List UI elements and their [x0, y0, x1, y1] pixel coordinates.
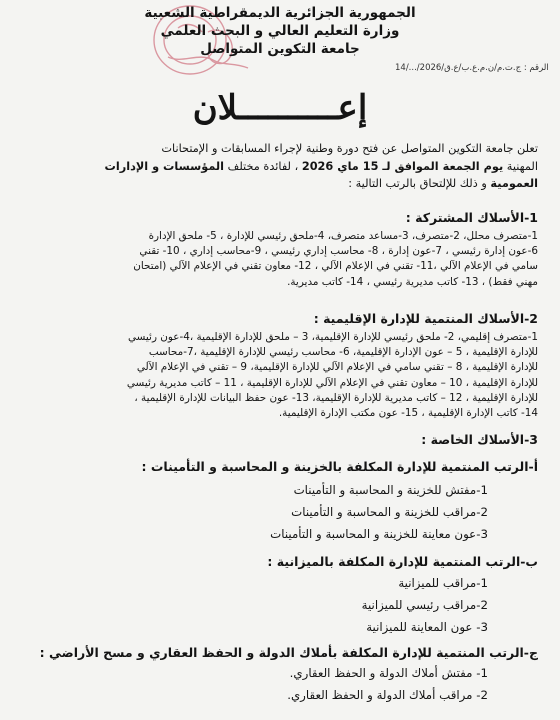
- section-2-line: للإدارة الإقليمية ، 5 – عون الإدارة الإقليمية، 6- محاسب رئيسي للإدارة الإقليمية ،7-محاسب: [148, 346, 538, 359]
- section-1-body: [18, 229, 538, 290]
- list-item: 1-مفتش للخزينة و المحاسبة و التأمينات: [293, 483, 488, 497]
- section-2-line: للإدارة الإقليمية ، 10 – معاون تقني في الإعلام الآلي للإدارة الإقليمية ، 11 – كاتب مديرية رئيسي: [126, 376, 538, 389]
- section-2-title: 2-الأسلاك المنتمية للإدارة الإقليمية :: [313, 311, 538, 326]
- list-item: 2-مراقب رئيسي للميزانية: [361, 598, 488, 612]
- header-university: جامعة التكوين المتواصل: [200, 41, 360, 57]
- section-1-line: 1-متصرف محلل، 2-متصرف، 3-مساعد متصرف، 4-ملحق رئيسي للإدارة ، 5- ملحق الإدارة: [148, 230, 538, 242]
- header-republic: الجمهورية الجزائرية الديمقراطية الشعبية: [144, 5, 416, 21]
- section-3-title: 3-الأسلاك الخاصة :: [421, 432, 538, 447]
- list-item: 3- عون المعاينة للميزانية: [366, 620, 488, 634]
- reference-value: 14/.../ج.ت.م/ن.م.ع.ب/ع.ق/2026: [395, 63, 522, 73]
- intro-public: العمومية: [490, 177, 538, 190]
- subsection-b-title: ب-الرتب المنتمية للإدارة المكلفة بالميزانية :: [267, 554, 538, 569]
- section-2-line: 1-متصرف إقليمي، 2- ملحق رئيسي للإدارة الإقليمية، 3 – ملحق للإدارة الإقليمية ،4-عون رئيسي: [127, 331, 538, 343]
- section-2-line: للإدارة الإقليمية ، 8 – تقني سامي في الإعلام الآلي للإدارة الإقليمية، 9 – تقني في الإعلام الآلي: [136, 361, 538, 374]
- list-item: 2- مراقب أملاك الدولة و الحفظ العقاري.: [287, 688, 488, 702]
- reference-number: [395, 63, 549, 73]
- intro-line-2-mid: ، لفائدة مختلف: [224, 159, 302, 173]
- exam-date: يوم الجمعة الموافق لـ 15 ماي 2026: [301, 159, 504, 173]
- intro-line-2: [18, 158, 538, 176]
- intro-line-2-start: المهنية: [503, 159, 538, 173]
- section-1-title: 1-الأسلاك المشتركة :: [405, 210, 538, 225]
- section-1-line: سامي في الإعلام الآلي ،11- تقني في الإعلام الآلي ، 12- معاون تقني في الإعلام الآلي (امتحان: [133, 260, 538, 273]
- intro-line-3: [18, 175, 538, 193]
- list-item: 2-مراقب للخزينة و المحاسبة و التأمينات: [291, 505, 488, 519]
- page-title: إعــــــــــلان: [192, 88, 368, 128]
- intro-paragraph: [18, 140, 538, 193]
- section-2-body: [18, 330, 538, 421]
- subsection-c-title: ج-الرتب المنتمية للإدارة المكلفة بأملاك الدولة و الحفظ العقاري و مسح الأراضي :: [39, 645, 538, 660]
- intro-line-1: تعلن جامعة التكوين المتواصل عن فتح دورة وطنية لإجراء المسابقات و الإمتحانات: [161, 142, 538, 155]
- intro-line-3-end: و ذلك للإلتحاق بالرتب التالية :: [348, 177, 491, 190]
- section-2-line: 14- كاتب الإدارة الإقليمية ، 15- عون مكتب الإدارة الإقليمية.: [278, 407, 538, 420]
- section-1-line: 6-عون إدارة رئيسي ، 7-عون إدارة ، 8- محاسب إداري رئيسي ، 9-محاسب إداري ، 10- تقني: [139, 245, 538, 258]
- subsection-c-list: [287, 662, 488, 706]
- subsection-a-title: أ-الرتب المنتمية للإدارة المكلفة بالخزينة و المحاسبة و التأمينات :: [141, 459, 538, 474]
- list-item: 1-مراقب للميزانية: [398, 576, 488, 590]
- list-item: 1- مفتش أملاك الدولة و الحفظ العقاري.: [289, 666, 488, 680]
- header-ministry: وزارة التعليم العالي و البحث العلمي: [160, 23, 400, 39]
- list-item: 3-عون معاينة للخزينة و المحاسبة و التأمينات: [270, 527, 488, 541]
- section-2-line: للإدارة الإقليمية ، 12 – كاتب مديرية للإدارة الإقليمية، 13- عون حفظ البيانات للإدارة الإقليمية ،: [134, 391, 538, 404]
- subsection-a-list: [270, 479, 488, 545]
- intro-institutions: المؤسسات و الإدارات: [104, 159, 225, 173]
- subsection-b-list: [362, 572, 488, 638]
- reference-label: الرقم :: [523, 63, 549, 73]
- section-1-line: مهني فقط) ، 13- كاتب مديرية رئيسي ، 14- كاتب مديرية.: [287, 275, 538, 288]
